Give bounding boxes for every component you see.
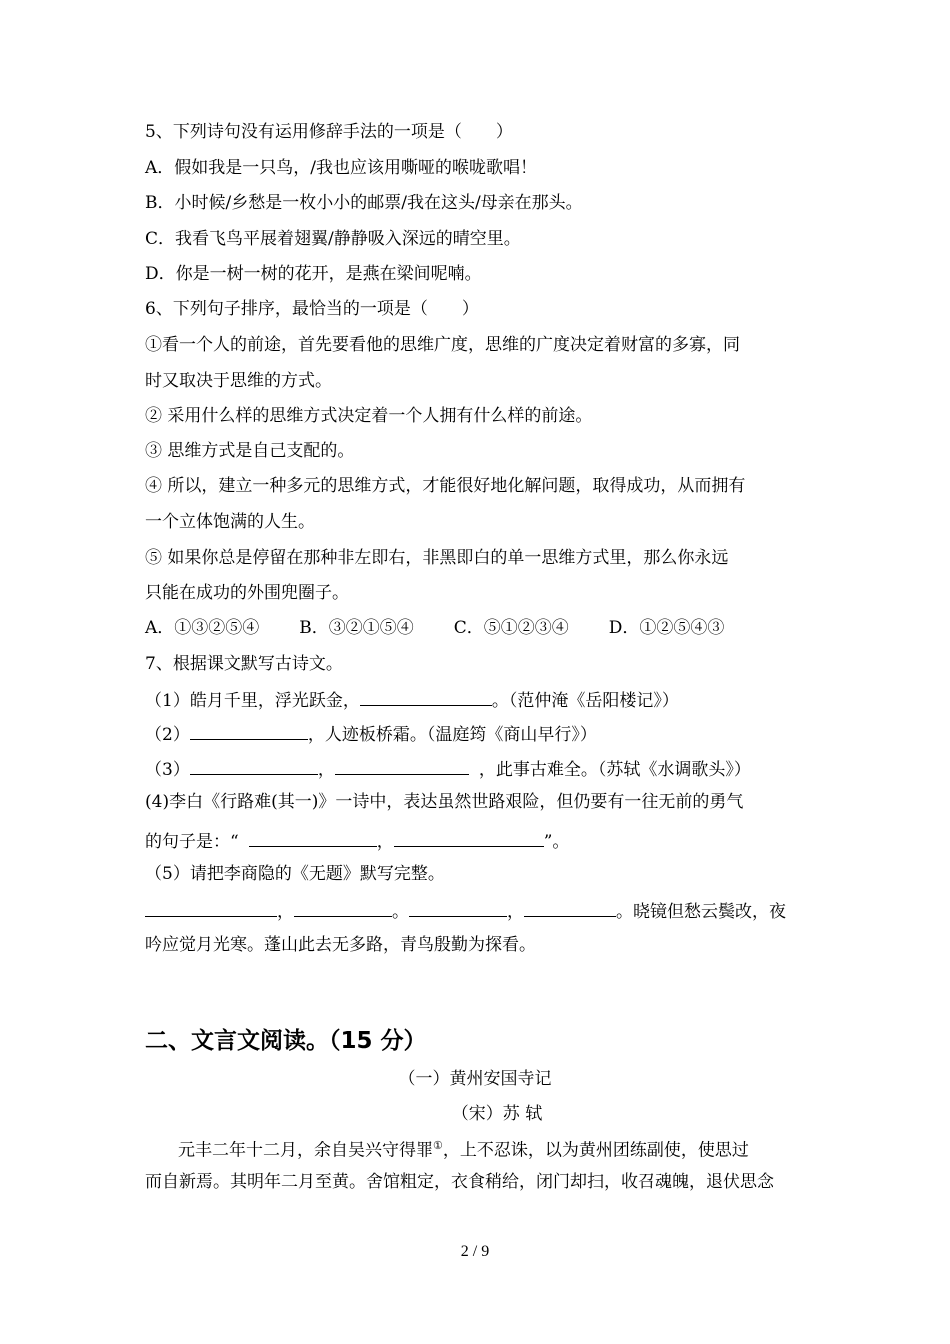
q7-part-3-number: （3） (145, 760, 190, 780)
q7-part-2 (145, 721, 597, 746)
q6-option-b: B．③②①⑤④ (299, 618, 414, 638)
q5-option-d: D．你是一树一树的花开，是燕在梁间呢喃。 (145, 264, 482, 284)
q7-part-5-line1 (145, 898, 786, 923)
q6-sentence-5-line1: ⑤ 如果你总是停留在那种非左即右，非黑即白的单一思维方式里，那么你永远 (145, 548, 729, 568)
q5-stem: 5、下列诗句没有运用修辞手法的一项是（ ） (145, 122, 513, 142)
q6-sentence-4-line1: ④ 所以，建立一种多元的思维方式，才能很好地化解问题，取得成功，从而拥有 (145, 476, 746, 496)
passage-line-2: 而自新焉。其明年二月至黄。舍馆粗定，衣食稍给，闭门却扫，收召魂魄，退伏思念 (145, 1172, 774, 1192)
q6-sentence-2: ② 采用什么样的思维方式决定着一个人拥有什么样的前途。 (145, 406, 593, 426)
q7-part-1-text: （1）皓月千里，浮光跃金， (145, 691, 360, 711)
page-number: 2 / 9 (460, 1243, 490, 1260)
footnote-marker: ① (433, 1139, 443, 1152)
q7-part-5-blank-1[interactable] (145, 898, 277, 917)
q7-part-5-comma-2: ， (507, 902, 524, 922)
q6-option-c: C．⑤①②③④ (453, 618, 569, 638)
passage-line-1-part-1: 元丰二年十二月，余自吴兴守得罪 (178, 1140, 433, 1161)
q7-part-5-period-1: 。 (392, 902, 409, 922)
q7-part-1-blank[interactable] (360, 687, 492, 706)
q5-option-b: B．小时候/乡愁是一枚小小的邮票/我在这头/母亲在那头。 (145, 193, 583, 213)
q7-part-5-line2: 吟应觉月光寒。蓬山此去无多路，青鸟殷勤为探看。 (145, 935, 536, 955)
q7-part-2-text: ，人迹板桥霜。（温庭筠《商山早行》） (307, 725, 597, 745)
q7-part-3-blank-1[interactable] (190, 756, 318, 775)
q7-part-5-comma-1: ， (277, 902, 294, 922)
q6-option-a: A．①③②⑤④ (145, 618, 260, 638)
q7-part-3-blank-2[interactable] (335, 756, 469, 775)
q7-part-3-text: ，此事古难全。（苏轼《水调歌头》） (478, 760, 751, 780)
q6-stem: 6、下列句子排序，最恰当的一项是（ ） (145, 299, 479, 319)
q7-part-4-suffix: ”。 (543, 832, 570, 852)
q7-part-1-source: 。（范仲淹《岳阳楼记》） (491, 691, 679, 711)
section-heading: 二、文言文阅读。（15 分） (145, 1028, 427, 1054)
q7-part-4-blank-2[interactable] (394, 828, 544, 847)
q7-part-3 (145, 756, 751, 781)
q6-sentence-4-line2: 一个立体饱满的人生。 (145, 512, 315, 532)
q6-sentence-1-line2: 时又取决于思维的方式。 (145, 371, 332, 391)
q7-part-5-blank-2[interactable] (294, 898, 392, 917)
q6-sentence-3: ③ 思维方式是自己支配的。 (145, 441, 355, 461)
q5-option-c: C．我看飞鸟平展着翅翼/静静吸入深远的晴空里。 (145, 229, 521, 249)
q7-part-3-comma: ， (317, 760, 335, 780)
q7-part-4-line2 (145, 828, 569, 853)
q5-option-a: A．假如我是一只鸟，/我也应该用嘶哑的喉咙歌唱！ (145, 158, 538, 178)
q7-part-4-prefix: 的句子是：“ (145, 832, 239, 852)
q7-part-4-line1: (4)李白《行路难(其一)》一诗中，表达虽然世路艰险，但仍要有一往无前的勇气 (145, 792, 744, 812)
q7-part-2-blank[interactable] (190, 721, 308, 740)
q7-part-5-blank-4[interactable] (524, 898, 616, 917)
q7-part-2-number: （2） (145, 725, 190, 745)
q6-options (145, 617, 764, 639)
q6-sentence-5-line2: 只能在成功的外围兜圈子。 (145, 583, 349, 603)
q7-part-5-blank-3[interactable] (409, 898, 507, 917)
passage-line-1-part-2: ，上不忍诛，以为黄州团练副使，使思过 (442, 1140, 749, 1161)
q7-part-4-blank-1[interactable] (249, 828, 377, 847)
q6-sentence-1-line1: ①看一个人的前途，首先要看他的思维广度，思维的广度决定着财富的多寡，同 (145, 335, 740, 355)
passage-author: （宋）苏 轼 (451, 1104, 543, 1124)
q7-part-4-comma: ， (376, 832, 394, 852)
passage-title: （一）黄州安国寺记 (398, 1069, 552, 1089)
passage-line-1 (178, 1135, 749, 1162)
q7-stem: 7、根据课文默写古诗文。 (145, 654, 343, 674)
q7-part-5-tail: 。晓镜但愁云鬓改，夜 (616, 902, 786, 922)
q7-part-5-stem: （5）请把李商隐的《无题》默写完整。 (145, 864, 445, 884)
q7-part-1 (145, 687, 679, 712)
q6-option-d: D．①②⑤④③ (608, 618, 725, 638)
